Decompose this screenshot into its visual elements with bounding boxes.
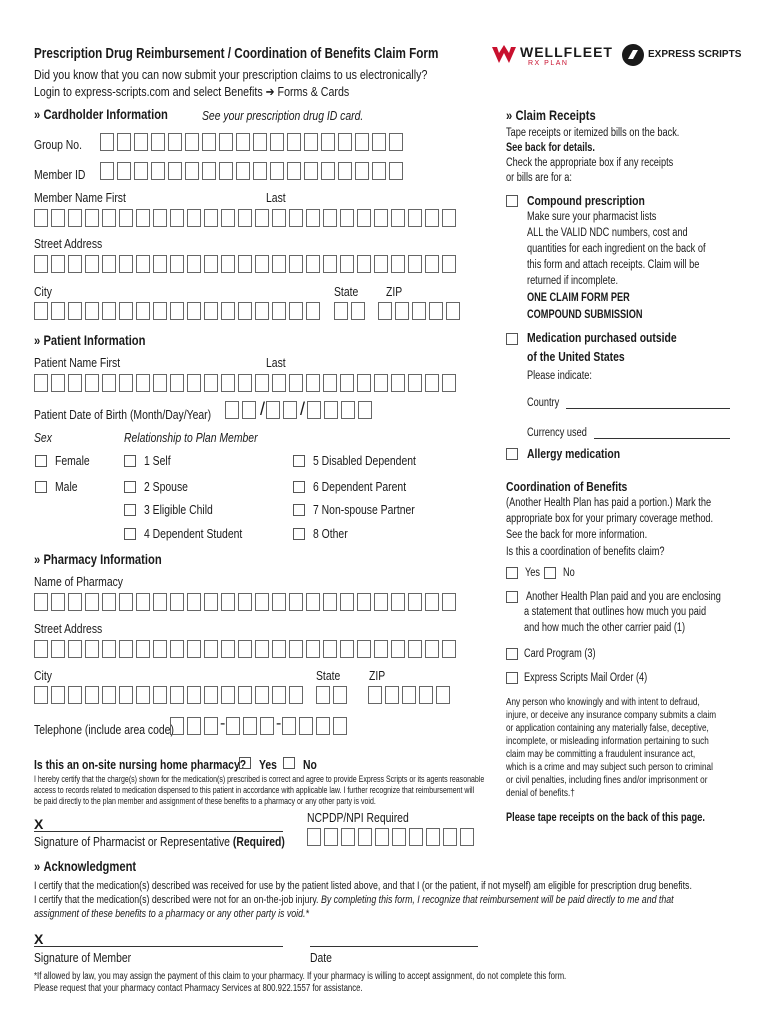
wellfleet-logo-text: WELLFLEET <box>520 44 613 60</box>
patient-last-label: Last <box>266 355 286 370</box>
outside-us-label-2: of the United States <box>527 349 625 364</box>
pharmacy-heading: » Pharmacy Information <box>34 551 162 567</box>
pharmacy-street-field[interactable] <box>34 640 459 658</box>
pharmacist-signature-line[interactable] <box>34 831 283 832</box>
footnote-1: *If allowed by law, you may assign the payment of this claim to your pharmacy. If your pharmacy is willing to accept assignment, do not complete this form. <box>34 971 567 982</box>
wellfleet-logo-icon <box>490 43 518 67</box>
fraud-notice-2: injure, or deceive any insurance company submits a claim <box>506 710 717 721</box>
fraud-notice-8: denial of benefits.† <box>506 788 575 799</box>
rel-spouse-checkbox[interactable] <box>124 481 136 493</box>
compound-note-4: this form and attach receipts. Claim will be <box>527 259 700 271</box>
rel-disabled-checkbox[interactable] <box>293 455 305 467</box>
rel-other-label: 8 Other <box>313 526 348 541</box>
intro-line-1: Did you know that you can now submit your prescription claims to us electronically? <box>34 67 428 82</box>
group-no-field[interactable] <box>100 133 406 151</box>
relationship-label: Relationship to Plan Member <box>124 430 258 445</box>
cob-question: Is this a coordination of benefits claim? <box>506 546 665 558</box>
member-id-field[interactable] <box>100 162 406 180</box>
nursing-question: Is this an on-site nursing home pharmacy? <box>34 757 247 772</box>
cob-no-checkbox[interactable] <box>544 567 556 579</box>
rel-self-checkbox[interactable] <box>124 455 136 467</box>
member-signature-label: Signature of Member <box>34 950 132 965</box>
country-line[interactable] <box>566 408 730 409</box>
wellfleet-logo-sub: RX PLAN <box>528 60 569 67</box>
state-field[interactable] <box>334 302 368 320</box>
female-checkbox[interactable] <box>35 455 47 467</box>
cob-card-program-label: Card Program (3) <box>524 648 596 660</box>
compound-note-5: returned if incomplete. <box>527 275 619 287</box>
rel-parent-label: 6 Dependent Parent <box>313 479 407 494</box>
nursing-no-checkbox[interactable] <box>283 757 295 769</box>
chevron-icon: » <box>506 107 511 123</box>
phone-area-field[interactable] <box>170 717 221 735</box>
fraud-notice-3: or application containing any materially false, deceptive, <box>506 723 709 734</box>
cob-mail-order-label: Express Scripts Mail Order (4) <box>524 672 648 684</box>
receipts-line-4: or bills are for a: <box>506 172 572 184</box>
ack-line-2: I certify that the medication(s) described were not for an on-the-job injury. By completing this form, I recognize that reimbursement will be paid directly to me and that <box>34 894 674 906</box>
cob-card-program-checkbox[interactable] <box>506 648 518 660</box>
compound-note-7: COMPOUND SUBMISSION <box>527 309 643 321</box>
zip-label: ZIP <box>386 284 403 299</box>
country-label: Country <box>527 397 560 409</box>
member-name-field[interactable] <box>34 209 459 227</box>
intro-line-2: Login to express-scripts.com and select Benefits ➔ Forms & Cards <box>34 84 350 99</box>
outside-us-label-1: Medication purchased outside <box>527 330 677 345</box>
cob-line-1: (Another Health Plan has paid a portion.) Mark the <box>506 497 712 509</box>
dob-month-field[interactable] <box>225 401 259 419</box>
compound-note-3: quantities for each ingredient on the back of <box>527 243 706 255</box>
pharmacy-city-label: City <box>34 668 52 683</box>
fraud-notice-6: which is a crime and may subject such person to criminal <box>506 762 713 773</box>
ncpdp-field[interactable] <box>307 828 477 846</box>
rel-child-label: 3 Eligible Child <box>144 502 213 517</box>
rel-parent-checkbox[interactable] <box>293 481 305 493</box>
nursing-yes-label: Yes <box>259 757 277 772</box>
phone-dash: - <box>220 715 226 732</box>
receipts-line-1: Tape receipts or itemized bills on the back. <box>506 127 680 139</box>
fraud-notice-4: incomplete, or misleading information pertaining to such <box>506 736 709 747</box>
cardholder-heading: » Cardholder Information <box>34 106 168 122</box>
city-label: City <box>34 284 52 299</box>
express-scripts-logo-text: EXPRESS SCRIPTS <box>648 49 742 60</box>
pharmacist-certify-1: I hereby certify that the charge(s) shown for the medication(s) prescribed is correct and agree to provide Express Scripts or its agents reasonable <box>34 774 485 784</box>
compound-note-1: Make sure your pharmacist lists <box>527 211 657 223</box>
cob-other-plan-1: Another Health Plan paid and you are enclosing <box>526 591 721 603</box>
cob-line-2: appropriate box for your primary coverage method. <box>506 513 714 525</box>
patient-name-field[interactable] <box>34 374 459 392</box>
fraud-notice-7: or civil penalties, including fines and/or imprisonment or <box>506 775 708 786</box>
rel-student-checkbox[interactable] <box>124 528 136 540</box>
dob-slash: / <box>260 399 266 419</box>
patient-heading: » Patient Information <box>34 332 146 348</box>
cob-other-plan-3: and how much the other carrier paid (1) <box>524 622 686 634</box>
patient-first-label: Patient Name First <box>34 355 121 370</box>
pharmacy-zip-field[interactable] <box>368 686 453 704</box>
tape-receipts-note: Please tape receipts on the back of this page. <box>506 812 705 824</box>
cob-yes-label: Yes <box>525 567 541 579</box>
compound-note-2: ALL the VALID NDC numbers, cost and <box>527 227 688 239</box>
member-id-label: Member ID <box>34 167 86 182</box>
receipts-line-3: Check the appropriate box if any receipts <box>506 157 674 169</box>
member-signature-x: X <box>34 931 44 947</box>
compound-checkbox[interactable] <box>506 195 518 207</box>
footnote-2: Please request that your pharmacy contact Pharmacy Services at 800.922.1557 for assistance. <box>34 983 363 994</box>
allergy-checkbox[interactable] <box>506 448 518 460</box>
express-scripts-logo-icon <box>622 44 644 66</box>
zip-field[interactable] <box>378 302 463 320</box>
phone-prefix-field[interactable] <box>226 717 277 735</box>
phone-dash: - <box>276 715 282 732</box>
fraud-notice-5: claim may be committing a fraudulent insurance act, <box>506 749 696 760</box>
pharmacy-zip-label: ZIP <box>369 668 386 683</box>
dob-day-field[interactable] <box>266 401 300 419</box>
rel-student-label: 4 Dependent Student <box>144 526 243 541</box>
rel-spouse-label: 2 Spouse <box>144 479 188 494</box>
dob-year-field[interactable] <box>307 401 375 419</box>
pharmacy-name-field[interactable] <box>34 593 459 611</box>
cob-heading: Coordination of Benefits <box>506 479 628 494</box>
sex-label: Sex <box>34 430 52 445</box>
street-field[interactable] <box>34 255 459 273</box>
acknowledgment-heading: » Acknowledgment <box>34 858 137 874</box>
nursing-no-label: No <box>303 757 317 772</box>
pharmacy-city-field[interactable] <box>34 686 306 704</box>
outside-us-checkbox[interactable] <box>506 333 518 345</box>
rel-partner-checkbox[interactable] <box>293 504 305 516</box>
state-label: State <box>334 284 359 299</box>
rel-other-checkbox[interactable] <box>293 528 305 540</box>
pharmacy-state-label: State <box>316 668 341 683</box>
member-last-label: Last <box>266 190 286 205</box>
cob-yes-checkbox[interactable] <box>506 567 518 579</box>
cardholder-hint: See your prescription drug ID card. <box>202 108 364 123</box>
street-label: Street Address <box>34 236 103 251</box>
please-indicate: Please indicate: <box>527 370 592 382</box>
compound-label: Compound prescription <box>527 193 645 208</box>
group-no-label: Group No. <box>34 137 82 152</box>
allergy-label: Allergy medication <box>527 446 621 461</box>
ncpdp-label: NCPDP/NPI Required <box>307 810 409 825</box>
member-signature-line[interactable] <box>34 946 283 947</box>
date-label: Date <box>310 950 332 965</box>
cob-other-plan-2: a statement that outlines how much you paid <box>524 606 707 618</box>
pharmacist-signature-x: X <box>34 816 44 832</box>
rel-disabled-label: 5 Disabled Dependent <box>313 453 416 468</box>
telephone-label: Telephone (include area code) <box>34 722 174 737</box>
pharmacy-state-field[interactable] <box>316 686 350 704</box>
chevron-icon: » <box>34 106 39 122</box>
chevron-icon: » <box>34 551 39 567</box>
rel-self-label: 1 Self <box>144 453 171 468</box>
chevron-icon: » <box>34 332 39 348</box>
currency-line[interactable] <box>594 438 730 439</box>
dob-label: Patient Date of Birth (Month/Day/Year) <box>34 407 212 422</box>
pharmacy-street-label: Street Address <box>34 621 103 636</box>
receipts-line-2: See back for details. <box>506 142 595 154</box>
cob-line-3: See the back for more information. <box>506 529 648 541</box>
city-field[interactable] <box>34 302 323 320</box>
fraud-notice-1: Any person who knowingly and with intent to defraud, <box>506 697 700 708</box>
male-checkbox[interactable] <box>35 481 47 493</box>
rel-partner-label: 7 Non-spouse Partner <box>313 502 415 517</box>
pharmacist-certify-2: access to records related to medication dispensed to this patient in accordance with applicable law. I further recognize that reimbursement will <box>34 785 475 795</box>
currency-label: Currency used <box>527 427 587 439</box>
rel-child-checkbox[interactable] <box>124 504 136 516</box>
cob-other-plan-checkbox[interactable] <box>506 591 518 603</box>
form-title: Prescription Drug Reimbursement / Coordination of Benefits Claim Form <box>34 45 439 62</box>
claim-receipts-heading: » Claim Receipts <box>506 107 596 123</box>
member-first-label: Member Name First <box>34 190 126 205</box>
cob-no-label: No <box>563 567 575 579</box>
compound-note-6: ONE CLAIM FORM PER <box>527 292 630 304</box>
pharmacist-signature-label: Signature of Pharmacist or Representative (Required) <box>34 834 285 849</box>
chevron-icon: » <box>34 858 39 874</box>
date-line[interactable] <box>310 946 478 947</box>
cob-mail-order-checkbox[interactable] <box>506 672 518 684</box>
phone-line-field[interactable] <box>282 717 350 735</box>
female-label: Female <box>55 453 90 468</box>
dob-slash: / <box>300 399 306 419</box>
pharmacy-name-label: Name of Pharmacy <box>34 574 124 589</box>
ack-line-1: I certify that the medication(s) described was received for use by the patient listed above, and that I (or the patient, if not myself) am eligible for prescription drug benefits. <box>34 880 692 892</box>
pharmacist-certify-3: be paid directly to the plan member and assignment of these benefits to a pharmacy or any other party is void. <box>34 796 376 806</box>
male-label: Male <box>55 479 78 494</box>
ack-line-3: assignment of these benefits to a pharmacy or any other party is void.* <box>34 908 309 920</box>
nursing-yes-checkbox[interactable] <box>239 757 251 769</box>
